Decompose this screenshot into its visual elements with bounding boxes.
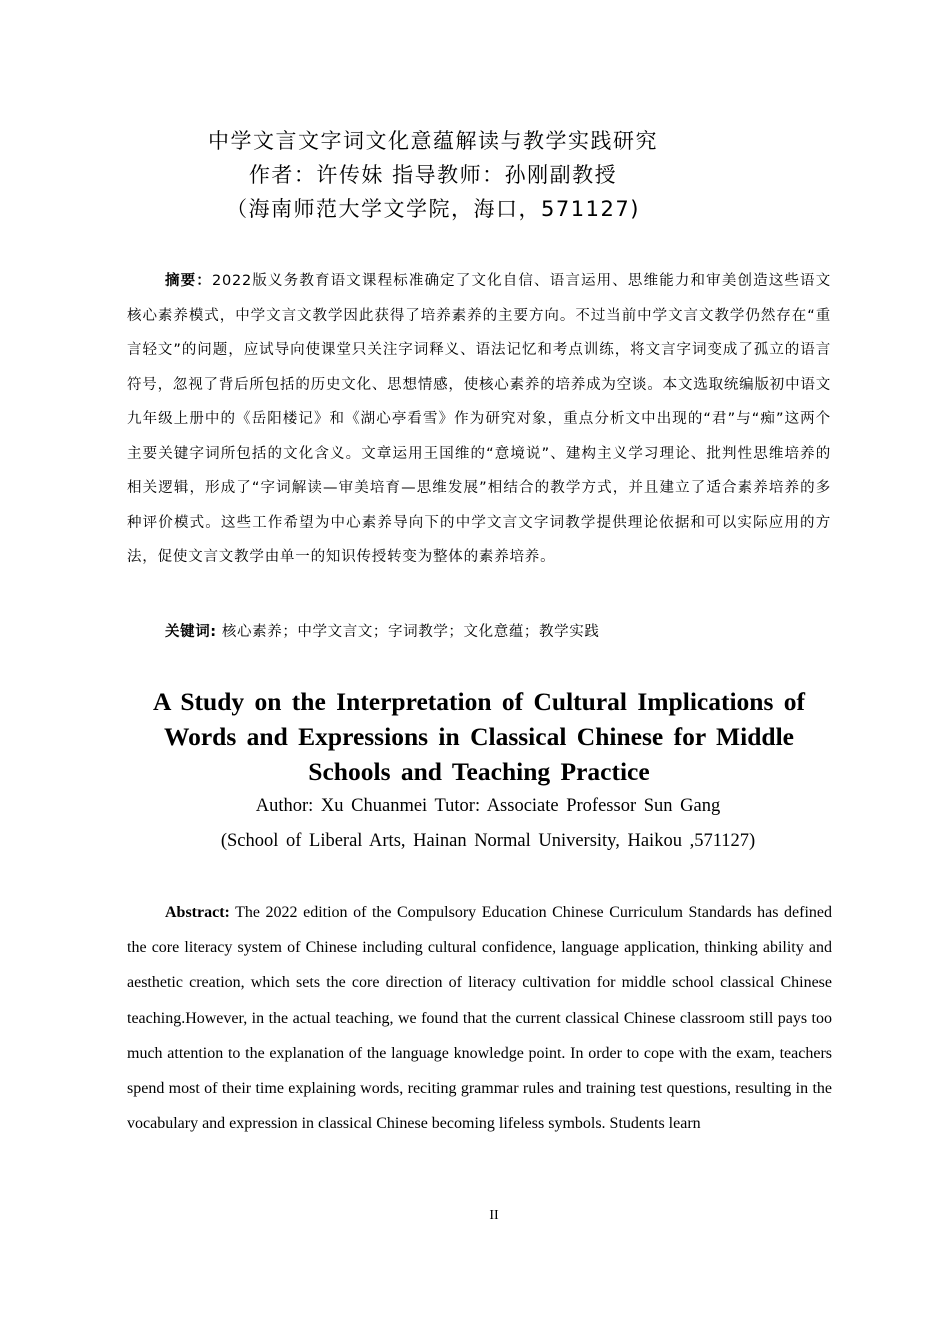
english-abstract (127, 895, 832, 1141)
chinese-author-line: 作者：许传妹 指导教师：孙刚副教授 (248, 163, 618, 187)
english-abstract-label: Abstract: (165, 904, 230, 921)
chinese-abstract (127, 264, 831, 575)
chinese-title: 中学文言文字词文化意蕴解读与教学实践研究 (208, 129, 658, 153)
english-affiliation: (School of Liberal Arts, Hainan Normal University, Haikou ,571127) (220, 831, 756, 851)
english-title: A Study on the Interpretation of Cultural Implications of Words and Expressions in Classical Chinese for Middle Schools and Teaching Practice (152, 687, 806, 786)
chinese-affiliation: （海南师范大学文学院，海口，571127) (226, 197, 640, 221)
chinese-abstract-text: 2022版义务教育语文课程标准确定了文化自信、语言运用、思维能力和审美创造这些语文核心素养模式，中学文言文教学因此获得了培养素养的主要方向。不过当前中学文言文教学仍然存在“重言轻文”的问题，应试导向使课堂只关注字词释义、语法记忆和考点训练，将文言字词变成了孤立的语言符号，忽视了背后所包括的历史文化、思想情感，使核心素养的培养成为空谈。本文选取统编版初中语文九年级上册中的《岳阳楼记》和《湖心亭看雪》作为研究对象，重点分析文中出现的“君”与“痴”这两个主要关键字词所包括的文化含义。文章运用王国维的“意境说”、建构主义学习理论、批判性思维培养的相关逻辑，形成了“字词解读—审美培育—思维发展”相结合的教学方式，并且建立了适合素养培养的多种评价模式。这些工作希望为中心素养导向下的中学文言文字词教学提供理论依据和可以实际应用的方法，促使文言文教学由单一的知识传授转变为整体的素养培养。 (127, 273, 831, 565)
chinese-keywords (165, 617, 845, 647)
chinese-header (0, 124, 866, 226)
english-author-line: Author: Xu Chuanmei Tutor: Associate Professor Sun Gang (255, 796, 721, 816)
chinese-keywords-text: 核心素养；中学文言文；字词教学；文化意蕴；教学实践 (221, 624, 600, 640)
chinese-abstract-label: 摘要： (165, 273, 212, 289)
english-abstract-text: The 2022 edition of the Compulsory Education Chinese Curriculum Standards has defined the core literacy system of Chinese including cultural confidence, language application, thinking ability and aesthetic creation, which sets the core direction of literacy cultivation for middle school classical Chinese teaching.However, in the actual teaching, we found that the current classical Chinese classroom still pays too much attention to the explanation of the language knowledge point. In order to cope with the exam, teachers spend most of their time explaining words, reciting grammar rules and training test questions, resulting in the vocabulary and expression in classical Chinese becoming lifeless symbols. Students learn (127, 904, 833, 1133)
page-number: II (489, 1208, 499, 1223)
chinese-keywords-label: 关键词: (165, 624, 217, 640)
